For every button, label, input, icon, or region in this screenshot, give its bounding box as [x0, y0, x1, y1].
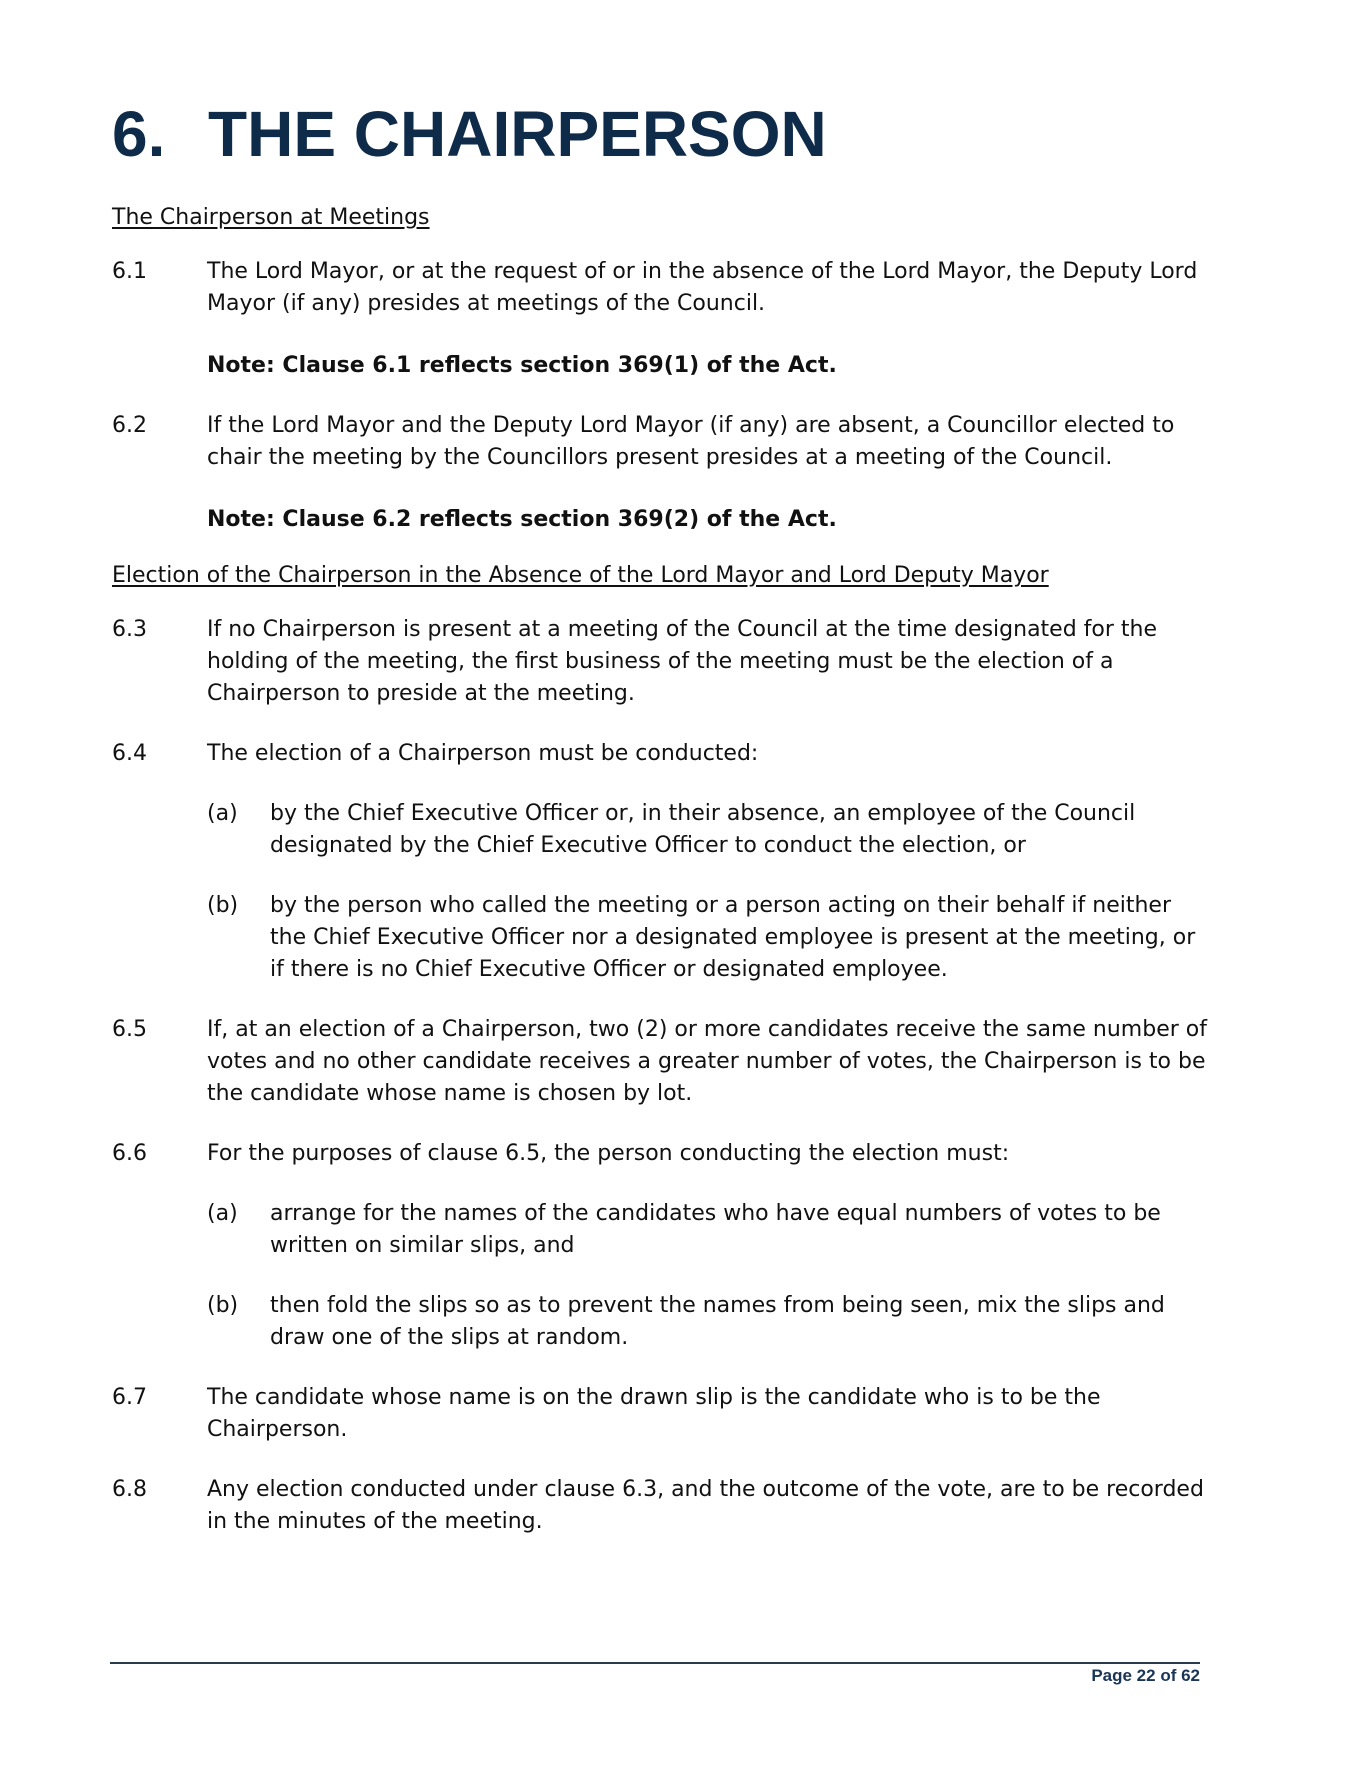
clause-text: The Lord Mayor, or at the request of or in the absence of the Lord Mayor, the Deputy Lord Mayor (if any) presides at meetings of the Council. [207, 259, 1198, 316]
clause-6-4-a [207, 798, 1212, 862]
clause-number: 6.6 [112, 1141, 147, 1166]
clause-number: 6.3 [112, 617, 147, 642]
clause-6-4-b [207, 890, 1212, 986]
clause-number: 6.1 [112, 259, 147, 284]
subclause-text: arrange for the names of the candidates who have equal numbers of votes to be written on similar slips, and [270, 1201, 1161, 1258]
page-number: Page 22 of 62 [1091, 1666, 1200, 1685]
clause-text: If no Chairperson is present at a meeting of the Council at the time designated for the holding of the meeting, the first business of the meeting must be the election of a Chairperson to preside at the meeting. [207, 617, 1158, 706]
clause-6-7 [112, 1382, 1212, 1446]
clause-6-3 [112, 614, 1212, 710]
subclause-text: then fold the slips so as to prevent the names from being seen, mix the slips and draw one of the slips at random. [270, 1293, 1165, 1350]
clause-6-6-b [207, 1290, 1212, 1354]
clause-number: 6.2 [112, 413, 147, 438]
clause-6-2 [112, 410, 1212, 474]
clause-6-6 [112, 1138, 1212, 1170]
clause-text: Any election conducted under clause 6.3, and the outcome of the vote, are to be recorded in the minutes of the meeting. [207, 1477, 1204, 1534]
clause-text: The candidate whose name is on the drawn slip is the candidate who is to be the Chairperson. [207, 1385, 1101, 1442]
subclause-text: by the Chief Executive Officer or, in their absence, an employee of the Council designated by the Chief Executive Officer to conduct the election, or [270, 801, 1136, 858]
clause-6-5 [112, 1014, 1212, 1110]
clause-text: The election of a Chairperson must be conducted: [207, 741, 759, 766]
section-heading-chairperson-at-meetings: The Chairperson at Meetings [112, 205, 430, 230]
document-page [112, 96, 1212, 1538]
clause-number: 6.8 [112, 1477, 147, 1502]
clause-number: 6.7 [112, 1385, 147, 1410]
note-clause-6-2: Note: Clause 6.2 reflects section 369(2) of the Act. [207, 507, 837, 532]
chapter-number: 6. [112, 98, 166, 170]
clause-text: If, at an election of a Chairperson, two (2) or more candidates receive the same number of votes and no other candidate receives a greater number of votes, the Chairperson is to be the candidate whose name is chosen by lot. [207, 1017, 1207, 1106]
clause-6-1 [112, 256, 1212, 320]
clause-6-6-a [207, 1198, 1212, 1262]
clause-number: 6.5 [112, 1017, 147, 1042]
subclause-text: by the person who called the meeting or a person acting on their behalf if neither the Chief Executive Officer nor a designated employee is present at the meeting, or if there is no Chief Executive Officer or designated employee. [270, 893, 1196, 982]
clause-6-8 [112, 1474, 1212, 1538]
clause-6-4 [112, 738, 1212, 770]
subclause-number: (a) [207, 801, 238, 826]
note-clause-6-1: Note: Clause 6.1 reflects section 369(1) of the Act. [207, 353, 837, 378]
footer-divider [110, 1662, 1200, 1664]
chapter-heading [112, 96, 1212, 172]
section-heading-election-of-chairperson: Election of the Chairperson in the Absence of the Lord Mayor and Lord Deputy Mayor [112, 563, 1049, 588]
chapter-title: THE CHAIRPERSON [208, 98, 827, 170]
subclause-number: (b) [207, 893, 239, 918]
subclause-number: (b) [207, 1293, 239, 1318]
clause-number: 6.4 [112, 741, 147, 766]
subclause-number: (a) [207, 1201, 238, 1226]
clause-text: For the purposes of clause 6.5, the person conducting the election must: [207, 1141, 1010, 1166]
clause-text: If the Lord Mayor and the Deputy Lord Mayor (if any) are absent, a Councillor elected to chair the meeting by the Councillors present presides at a meeting of the Council. [207, 413, 1175, 470]
